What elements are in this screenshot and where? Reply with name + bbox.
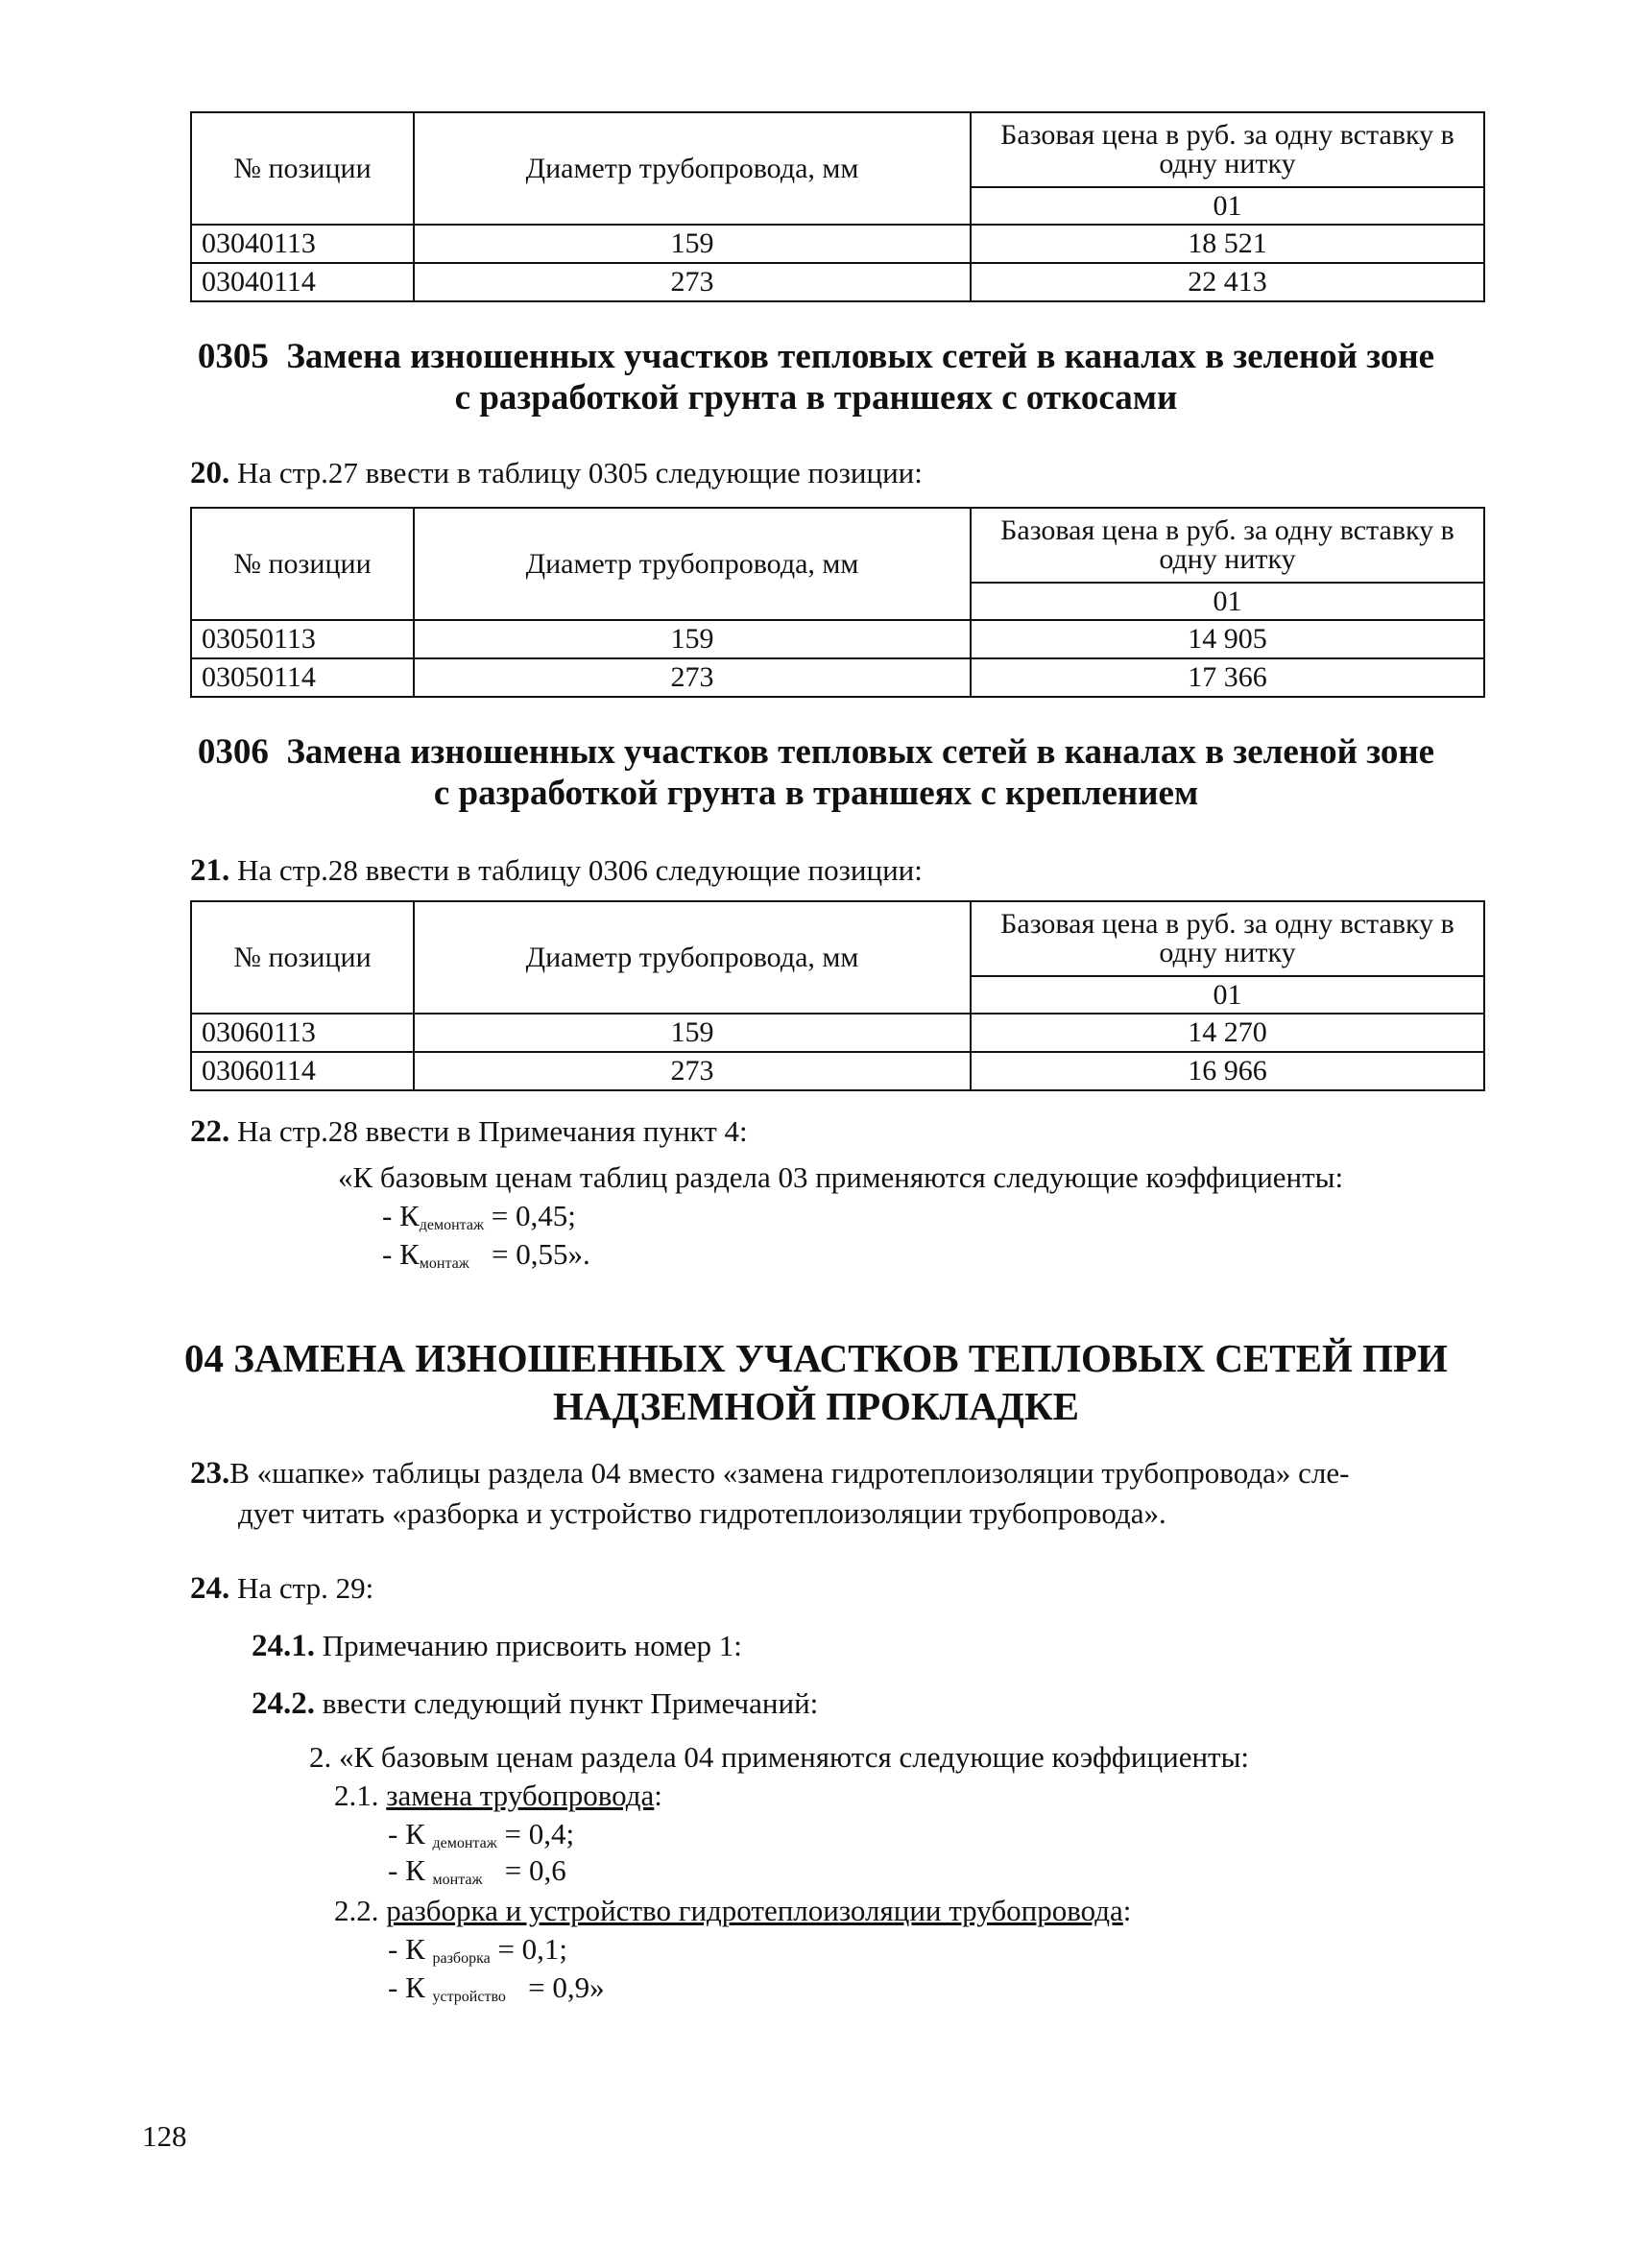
note-2-1: 2.1. замена трубопровода: bbox=[334, 1779, 662, 1812]
header-column-code: 01 bbox=[971, 187, 1484, 225]
item-23 bbox=[190, 1455, 1349, 1492]
item-22 bbox=[190, 1113, 748, 1150]
table-row bbox=[191, 1014, 1484, 1052]
header-price: Базовая цена в руб. за одну вставку в одну нитку bbox=[971, 508, 1484, 583]
price-table-0305 bbox=[190, 507, 1485, 698]
row-diameter: 159 bbox=[414, 1014, 971, 1052]
note-2: 2. «К базовым ценам раздела 04 применяются следующие коэффициенты: bbox=[309, 1740, 1250, 1774]
header-diameter: Диаметр трубопровода, мм bbox=[414, 901, 971, 1014]
header-price: Базовая цена в руб. за одну вставку в одну нитку bbox=[971, 901, 1484, 976]
item-number: 24. bbox=[190, 1571, 230, 1606]
row-position: 03040114 bbox=[191, 263, 414, 301]
section-title-04 bbox=[144, 1334, 1488, 1430]
price-table-0306 bbox=[190, 900, 1485, 1091]
item-23-line2: дует читать «разборка и устройство гидротеплоизоляции трубопровода». bbox=[238, 1496, 1166, 1530]
item-text: На стр.28 ввести в таблицу 0306 следующие позиции: bbox=[237, 853, 923, 887]
row-price: 14 270 bbox=[971, 1014, 1484, 1052]
coefficient-mounting: - К $_{монтаж}$ = 0,6 bbox=[388, 1853, 566, 1888]
section-title-line2: НАДЗЕМНОЙ ПРОКЛАДКЕ bbox=[552, 1384, 1080, 1428]
item-22-quote: «К базовым ценам таблиц раздела 03 применяются следующие коэффициенты: bbox=[338, 1160, 1344, 1194]
row-diameter: 273 bbox=[414, 263, 971, 301]
header-price: Базовая цена в руб. за одну вставку в одну нитку bbox=[971, 112, 1484, 187]
section-title-line1: Замена изношенных участков тепловых сетей в каналах в зеленой зоне bbox=[286, 732, 1435, 772]
row-position: 03040113 bbox=[191, 225, 414, 263]
header-column-code: 01 bbox=[971, 976, 1484, 1014]
item-24-1 bbox=[252, 1628, 742, 1664]
header-diameter: Диаметр трубопровода, мм bbox=[414, 508, 971, 620]
coefficient-dismantling: - $К_{демонтаж} = 0,45$; bbox=[382, 1199, 576, 1233]
row-diameter: 273 bbox=[414, 658, 971, 697]
row-diameter: 273 bbox=[414, 1052, 971, 1090]
row-diameter: 159 bbox=[414, 620, 971, 658]
row-price: 18 521 bbox=[971, 225, 1484, 263]
table-row bbox=[191, 658, 1484, 697]
header-position: № позиции bbox=[191, 112, 414, 225]
header-position: № позиции bbox=[191, 901, 414, 1014]
page-number: 128 bbox=[142, 2119, 187, 2153]
coefficient-installation: - К $_{устройство}$ = 0,9» bbox=[388, 1970, 605, 2005]
header-column-code: 01 bbox=[971, 583, 1484, 620]
item-24-2 bbox=[252, 1685, 818, 1722]
item-20 bbox=[190, 455, 923, 491]
item-number: 21. bbox=[190, 853, 230, 888]
item-number: 23. bbox=[190, 1456, 230, 1491]
note-2-2: 2.2. разборка и устройство гидротеплоизоляции трубопровода: bbox=[334, 1894, 1132, 1927]
note-2-2-text: разборка и устройство гидротеплоизоляции трубопровода bbox=[386, 1894, 1123, 1927]
item-21 bbox=[190, 852, 923, 889]
table-row bbox=[191, 225, 1484, 263]
section-title-0305 bbox=[144, 336, 1488, 418]
item-24 bbox=[190, 1570, 373, 1607]
row-price: 16 966 bbox=[971, 1052, 1484, 1090]
table-row bbox=[191, 263, 1484, 301]
section-number: 0305 bbox=[197, 337, 269, 376]
coefficient-mounting: - $К_{монтаж}$ = 0,55». bbox=[382, 1237, 590, 1272]
price-table-0304 bbox=[190, 111, 1485, 302]
section-title-line2: с разработкой грунта в траншеях с откосами bbox=[454, 378, 1178, 418]
header-position: № позиции bbox=[191, 508, 414, 620]
row-position: 03060114 bbox=[191, 1052, 414, 1090]
item-number: 22. bbox=[190, 1114, 230, 1149]
section-number: 0306 bbox=[197, 732, 269, 772]
item-number: 20. bbox=[190, 456, 230, 490]
row-diameter: 159 bbox=[414, 225, 971, 263]
item-text-line1: В «шапке» таблицы раздела 04 вместо «замена гидротеплоизоляции трубопровода» сле- bbox=[229, 1456, 1350, 1490]
note-2-1-text: замена трубопровода bbox=[386, 1779, 655, 1812]
table-row bbox=[191, 620, 1484, 658]
table-row bbox=[191, 1052, 1484, 1090]
row-position: 03050113 bbox=[191, 620, 414, 658]
section-title-0306 bbox=[144, 731, 1488, 814]
section-title-line1: 04 ЗАМЕНА ИЗНОШЕННЫХ УЧАСТКОВ ТЕПЛОВЫХ СЕТЕЙ ПРИ bbox=[184, 1336, 1448, 1380]
item-text: ввести следующий пункт Примечаний: bbox=[322, 1686, 819, 1720]
row-position: 03060113 bbox=[191, 1014, 414, 1052]
section-title-line2: с разработкой грунта в траншеях с креплением bbox=[433, 774, 1199, 813]
coefficient-disassembly: - К $_{разборка}$ = 0,1; bbox=[388, 1932, 568, 1967]
row-position: 03050114 bbox=[191, 658, 414, 697]
row-price: 22 413 bbox=[971, 263, 1484, 301]
item-text: На стр.27 ввести в таблицу 0305 следующие позиции: bbox=[237, 456, 923, 489]
item-number: 24.2. bbox=[252, 1686, 315, 1721]
section-title-line1: Замена изношенных участков тепловых сетей в каналах в зеленой зоне bbox=[286, 337, 1435, 376]
item-text: На стр. 29: bbox=[237, 1571, 374, 1605]
item-number: 24.1. bbox=[252, 1629, 315, 1663]
item-text: На стр.28 ввести в Примечания пункт 4: bbox=[237, 1114, 748, 1148]
item-text: Примечанию присвоить номер 1: bbox=[322, 1629, 742, 1662]
coefficient-dismantling: - К $_{демонтаж}$ = 0,4; bbox=[388, 1817, 575, 1851]
row-price: 17 366 bbox=[971, 658, 1484, 697]
row-price: 14 905 bbox=[971, 620, 1484, 658]
header-diameter: Диаметр трубопровода, мм bbox=[414, 112, 971, 225]
